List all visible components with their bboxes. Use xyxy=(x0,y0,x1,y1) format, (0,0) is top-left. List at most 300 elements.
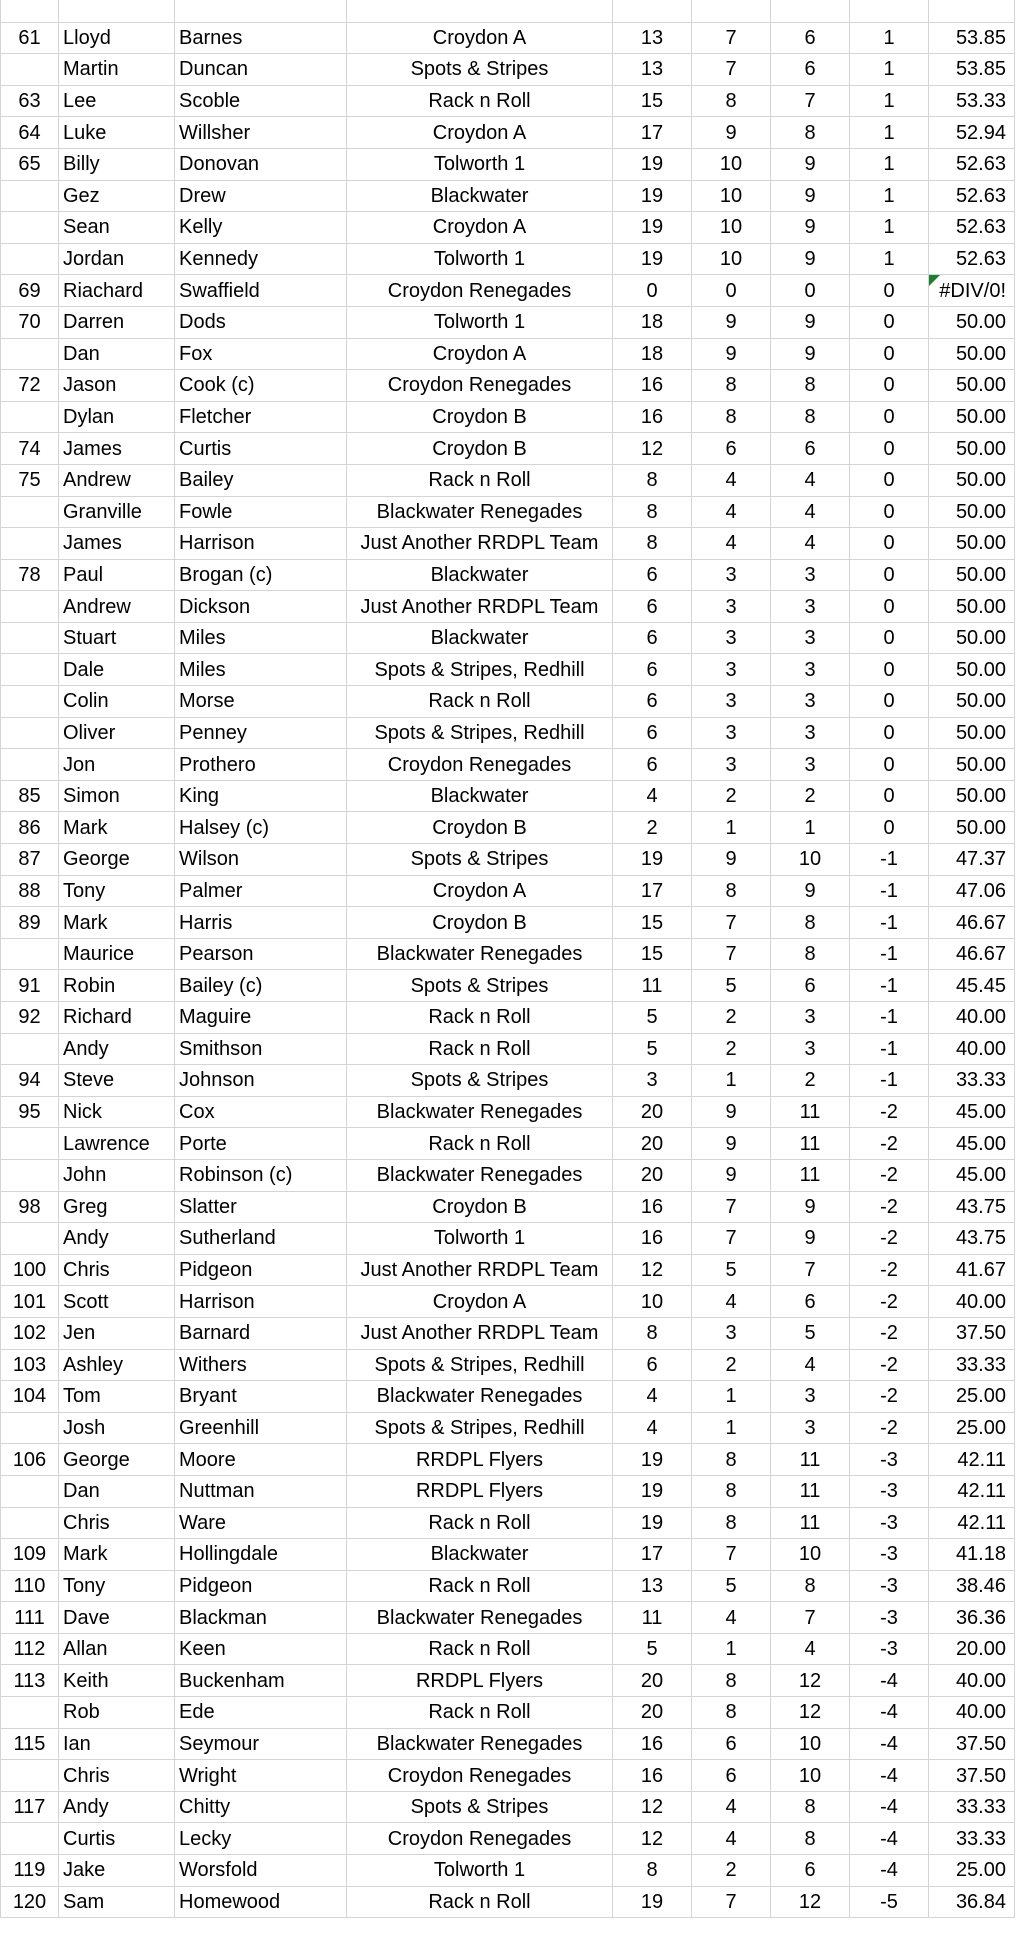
surname-cell[interactable]: Dods xyxy=(175,306,347,338)
surname-cell[interactable]: Pidgeon xyxy=(175,1570,347,1602)
surname-cell[interactable]: Drew xyxy=(175,180,347,212)
difference-cell[interactable]: -3 xyxy=(850,1539,929,1571)
first-name-cell[interactable]: Paul xyxy=(59,559,175,591)
first-name-cell[interactable]: Mark xyxy=(59,1539,175,1571)
first-name-cell[interactable]: Andy xyxy=(59,1791,175,1823)
team-cell[interactable]: Just Another RRDPL Team xyxy=(347,1317,613,1349)
lost-cell[interactable]: 8 xyxy=(771,1791,850,1823)
lost-cell[interactable]: 9 xyxy=(771,875,850,907)
won-cell[interactable]: 8 xyxy=(692,875,771,907)
surname-cell[interactable]: Harrison xyxy=(175,528,347,560)
team-cell[interactable]: Croydon B xyxy=(347,812,613,844)
lost-cell[interactable]: 4 xyxy=(771,464,850,496)
played-cell[interactable]: 20 xyxy=(613,1697,692,1729)
played-cell[interactable]: 6 xyxy=(613,686,692,718)
team-cell[interactable]: Croydon A xyxy=(347,338,613,370)
won-cell[interactable]: 8 xyxy=(692,1444,771,1476)
won-cell[interactable]: 1 xyxy=(692,1412,771,1444)
difference-cell[interactable]: -2 xyxy=(850,1223,929,1255)
win-percentage-cell[interactable]: 42.11 xyxy=(929,1507,1015,1539)
lost-cell[interactable]: 4 xyxy=(771,1633,850,1665)
won-cell[interactable]: 4 xyxy=(692,464,771,496)
rank-cell[interactable] xyxy=(1,1128,59,1160)
lost-cell[interactable]: 8 xyxy=(771,1570,850,1602)
rank-cell[interactable]: 112 xyxy=(1,1633,59,1665)
difference-cell[interactable]: -1 xyxy=(850,970,929,1002)
difference-cell[interactable]: 0 xyxy=(850,496,929,528)
surname-cell[interactable]: Swaffield xyxy=(175,275,347,307)
first-name-cell[interactable]: James xyxy=(59,528,175,560)
difference-cell[interactable]: -2 xyxy=(850,1254,929,1286)
lost-cell[interactable]: 8 xyxy=(771,370,850,402)
surname-cell[interactable]: Keen xyxy=(175,1633,347,1665)
difference-cell[interactable]: -4 xyxy=(850,1823,929,1855)
surname-cell[interactable]: Cox xyxy=(175,1096,347,1128)
surname-cell[interactable]: Cook (c) xyxy=(175,370,347,402)
rank-cell[interactable] xyxy=(1,654,59,686)
played-cell[interactable]: 0 xyxy=(613,275,692,307)
win-percentage-cell[interactable]: 52.63 xyxy=(929,243,1015,275)
first-name-cell[interactable]: Sam xyxy=(59,1886,175,1918)
difference-cell[interactable]: 1 xyxy=(850,212,929,244)
rank-cell[interactable]: 63 xyxy=(1,85,59,117)
won-cell[interactable]: 3 xyxy=(692,654,771,686)
difference-cell[interactable]: -2 xyxy=(850,1191,929,1223)
rank-cell[interactable]: 117 xyxy=(1,1791,59,1823)
won-cell[interactable]: 10 xyxy=(692,180,771,212)
team-cell[interactable]: Blackwater xyxy=(347,780,613,812)
won-cell[interactable]: 7 xyxy=(692,54,771,86)
played-cell[interactable]: 6 xyxy=(613,717,692,749)
team-cell[interactable]: Croydon A xyxy=(347,875,613,907)
difference-cell[interactable]: 0 xyxy=(850,401,929,433)
win-percentage-cell[interactable]: 36.36 xyxy=(929,1602,1015,1634)
played-cell[interactable]: 19 xyxy=(613,1444,692,1476)
rank-cell[interactable]: 89 xyxy=(1,907,59,939)
lost-cell[interactable]: 3 xyxy=(771,1381,850,1413)
win-percentage-cell[interactable]: 50.00 xyxy=(929,812,1015,844)
team-cell[interactable]: Spots & Stripes xyxy=(347,844,613,876)
first-name-cell[interactable]: Steve xyxy=(59,1065,175,1097)
lost-cell[interactable]: 12 xyxy=(771,1665,850,1697)
won-cell[interactable]: 2 xyxy=(692,1002,771,1034)
rank-cell[interactable] xyxy=(1,338,59,370)
win-percentage-cell[interactable]: 33.33 xyxy=(929,1065,1015,1097)
surname-cell[interactable]: Morse xyxy=(175,686,347,718)
team-cell[interactable]: Croydon A xyxy=(347,117,613,149)
first-name-cell[interactable]: Andy xyxy=(59,1223,175,1255)
difference-cell[interactable]: 1 xyxy=(850,54,929,86)
first-name-cell[interactable]: Chris xyxy=(59,1254,175,1286)
lost-cell[interactable]: 6 xyxy=(771,22,850,54)
played-cell[interactable]: 16 xyxy=(613,370,692,402)
win-percentage-cell[interactable]: 42.11 xyxy=(929,1475,1015,1507)
team-cell[interactable]: Spots & Stripes xyxy=(347,1791,613,1823)
cell[interactable] xyxy=(613,0,692,22)
lost-cell[interactable]: 6 xyxy=(771,54,850,86)
difference-cell[interactable]: -3 xyxy=(850,1602,929,1634)
win-percentage-cell[interactable]: 45.45 xyxy=(929,970,1015,1002)
team-cell[interactable]: Croydon A xyxy=(347,22,613,54)
surname-cell[interactable]: Moore xyxy=(175,1444,347,1476)
lost-cell[interactable]: 0 xyxy=(771,275,850,307)
surname-cell[interactable]: Miles xyxy=(175,622,347,654)
won-cell[interactable]: 8 xyxy=(692,1665,771,1697)
first-name-cell[interactable]: Stuart xyxy=(59,622,175,654)
won-cell[interactable]: 9 xyxy=(692,1096,771,1128)
first-name-cell[interactable]: Maurice xyxy=(59,938,175,970)
first-name-cell[interactable]: Richard xyxy=(59,1002,175,1034)
first-name-cell[interactable]: Riachard xyxy=(59,275,175,307)
played-cell[interactable]: 12 xyxy=(613,1823,692,1855)
played-cell[interactable]: 4 xyxy=(613,1381,692,1413)
team-cell[interactable]: Croydon B xyxy=(347,401,613,433)
won-cell[interactable]: 3 xyxy=(692,1317,771,1349)
won-cell[interactable]: 4 xyxy=(692,1823,771,1855)
win-percentage-cell[interactable]: 47.06 xyxy=(929,875,1015,907)
surname-cell[interactable]: Homewood xyxy=(175,1886,347,1918)
won-cell[interactable]: 5 xyxy=(692,1254,771,1286)
rank-cell[interactable]: 88 xyxy=(1,875,59,907)
lost-cell[interactable]: 7 xyxy=(771,85,850,117)
team-cell[interactable]: Croydon Renegades xyxy=(347,1823,613,1855)
rank-cell[interactable] xyxy=(1,622,59,654)
played-cell[interactable]: 15 xyxy=(613,938,692,970)
played-cell[interactable]: 11 xyxy=(613,1602,692,1634)
won-cell[interactable]: 6 xyxy=(692,1760,771,1792)
surname-cell[interactable]: Chitty xyxy=(175,1791,347,1823)
first-name-cell[interactable]: Mark xyxy=(59,907,175,939)
surname-cell[interactable]: Nuttman xyxy=(175,1475,347,1507)
rank-cell[interactable]: 78 xyxy=(1,559,59,591)
rank-cell[interactable] xyxy=(1,1760,59,1792)
surname-cell[interactable]: Seymour xyxy=(175,1728,347,1760)
first-name-cell[interactable]: Lee xyxy=(59,85,175,117)
rank-cell[interactable] xyxy=(1,1159,59,1191)
error-indicator-icon[interactable] xyxy=(929,275,940,286)
surname-cell[interactable]: Wright xyxy=(175,1760,347,1792)
rank-cell[interactable] xyxy=(1,686,59,718)
difference-cell[interactable]: 0 xyxy=(850,275,929,307)
won-cell[interactable]: 1 xyxy=(692,1065,771,1097)
lost-cell[interactable]: 9 xyxy=(771,338,850,370)
rank-cell[interactable]: 119 xyxy=(1,1855,59,1887)
rank-cell[interactable]: 110 xyxy=(1,1570,59,1602)
win-percentage-cell[interactable]: 53.33 xyxy=(929,85,1015,117)
rank-cell[interactable] xyxy=(1,401,59,433)
team-cell[interactable]: Blackwater xyxy=(347,622,613,654)
cell[interactable] xyxy=(771,0,850,22)
cell[interactable] xyxy=(175,0,347,22)
lost-cell[interactable]: 9 xyxy=(771,1191,850,1223)
first-name-cell[interactable]: Greg xyxy=(59,1191,175,1223)
rank-cell[interactable] xyxy=(1,1823,59,1855)
difference-cell[interactable]: 0 xyxy=(850,749,929,781)
surname-cell[interactable]: Withers xyxy=(175,1349,347,1381)
played-cell[interactable]: 20 xyxy=(613,1128,692,1160)
first-name-cell[interactable]: Mark xyxy=(59,812,175,844)
won-cell[interactable]: 3 xyxy=(692,591,771,623)
first-name-cell[interactable]: John xyxy=(59,1159,175,1191)
played-cell[interactable]: 6 xyxy=(613,1349,692,1381)
team-cell[interactable]: Rack n Roll xyxy=(347,1697,613,1729)
win-percentage-cell[interactable]: 52.94 xyxy=(929,117,1015,149)
surname-cell[interactable]: Curtis xyxy=(175,433,347,465)
lost-cell[interactable]: 10 xyxy=(771,1760,850,1792)
surname-cell[interactable]: Scoble xyxy=(175,85,347,117)
team-cell[interactable]: Tolworth 1 xyxy=(347,1855,613,1887)
won-cell[interactable]: 5 xyxy=(692,1570,771,1602)
played-cell[interactable]: 16 xyxy=(613,1728,692,1760)
played-cell[interactable]: 8 xyxy=(613,464,692,496)
lost-cell[interactable]: 7 xyxy=(771,1254,850,1286)
win-percentage-cell[interactable]: 38.46 xyxy=(929,1570,1015,1602)
win-percentage-cell[interactable]: 52.63 xyxy=(929,180,1015,212)
difference-cell[interactable]: -1 xyxy=(850,844,929,876)
difference-cell[interactable]: -3 xyxy=(850,1507,929,1539)
first-name-cell[interactable]: Chris xyxy=(59,1507,175,1539)
played-cell[interactable]: 6 xyxy=(613,622,692,654)
lost-cell[interactable]: 3 xyxy=(771,686,850,718)
rank-cell[interactable]: 86 xyxy=(1,812,59,844)
lost-cell[interactable]: 3 xyxy=(771,622,850,654)
team-cell[interactable]: RRDPL Flyers xyxy=(347,1444,613,1476)
won-cell[interactable]: 2 xyxy=(692,1349,771,1381)
lost-cell[interactable]: 3 xyxy=(771,1412,850,1444)
team-cell[interactable]: Croydon Renegades xyxy=(347,749,613,781)
win-percentage-cell[interactable]: 25.00 xyxy=(929,1855,1015,1887)
team-cell[interactable]: Spots & Stripes, Redhill xyxy=(347,1349,613,1381)
rank-cell[interactable] xyxy=(1,1412,59,1444)
won-cell[interactable]: 6 xyxy=(692,433,771,465)
first-name-cell[interactable]: Granville xyxy=(59,496,175,528)
played-cell[interactable]: 3 xyxy=(613,1065,692,1097)
first-name-cell[interactable]: Tom xyxy=(59,1381,175,1413)
surname-cell[interactable]: Penney xyxy=(175,717,347,749)
played-cell[interactable]: 8 xyxy=(613,496,692,528)
surname-cell[interactable]: Fowle xyxy=(175,496,347,528)
cell[interactable] xyxy=(929,0,1015,22)
surname-cell[interactable]: King xyxy=(175,780,347,812)
surname-cell[interactable]: Fletcher xyxy=(175,401,347,433)
win-percentage-cell[interactable]: 41.18 xyxy=(929,1539,1015,1571)
win-percentage-cell[interactable]: 53.85 xyxy=(929,54,1015,86)
surname-cell[interactable]: Donovan xyxy=(175,148,347,180)
surname-cell[interactable]: Fox xyxy=(175,338,347,370)
won-cell[interactable]: 7 xyxy=(692,907,771,939)
played-cell[interactable]: 2 xyxy=(613,812,692,844)
played-cell[interactable]: 10 xyxy=(613,1286,692,1318)
won-cell[interactable]: 6 xyxy=(692,1728,771,1760)
lost-cell[interactable]: 8 xyxy=(771,117,850,149)
lost-cell[interactable]: 9 xyxy=(771,243,850,275)
team-cell[interactable]: Tolworth 1 xyxy=(347,306,613,338)
win-percentage-cell[interactable]: 50.00 xyxy=(929,686,1015,718)
lost-cell[interactable]: 3 xyxy=(771,559,850,591)
won-cell[interactable]: 2 xyxy=(692,1855,771,1887)
lost-cell[interactable]: 5 xyxy=(771,1317,850,1349)
surname-cell[interactable]: Dickson xyxy=(175,591,347,623)
first-name-cell[interactable]: Nick xyxy=(59,1096,175,1128)
won-cell[interactable]: 7 xyxy=(692,938,771,970)
team-cell[interactable]: Just Another RRDPL Team xyxy=(347,528,613,560)
first-name-cell[interactable]: Jen xyxy=(59,1317,175,1349)
won-cell[interactable]: 7 xyxy=(692,1886,771,1918)
rank-cell[interactable]: 85 xyxy=(1,780,59,812)
difference-cell[interactable]: -4 xyxy=(850,1665,929,1697)
rank-cell[interactable] xyxy=(1,496,59,528)
difference-cell[interactable]: 0 xyxy=(850,622,929,654)
surname-cell[interactable]: Porte xyxy=(175,1128,347,1160)
win-percentage-cell[interactable]: 40.00 xyxy=(929,1033,1015,1065)
win-percentage-cell[interactable]: 50.00 xyxy=(929,433,1015,465)
surname-cell[interactable]: Wilson xyxy=(175,844,347,876)
difference-cell[interactable]: 1 xyxy=(850,148,929,180)
first-name-cell[interactable]: Lloyd xyxy=(59,22,175,54)
won-cell[interactable]: 2 xyxy=(692,1033,771,1065)
first-name-cell[interactable]: Dan xyxy=(59,1475,175,1507)
played-cell[interactable]: 6 xyxy=(613,654,692,686)
won-cell[interactable]: 9 xyxy=(692,844,771,876)
played-cell[interactable]: 19 xyxy=(613,1886,692,1918)
team-cell[interactable]: Spots & Stripes xyxy=(347,54,613,86)
difference-cell[interactable]: 0 xyxy=(850,686,929,718)
won-cell[interactable]: 9 xyxy=(692,338,771,370)
rank-cell[interactable] xyxy=(1,938,59,970)
team-cell[interactable]: Rack n Roll xyxy=(347,686,613,718)
played-cell[interactable]: 15 xyxy=(613,907,692,939)
won-cell[interactable]: 7 xyxy=(692,1191,771,1223)
lost-cell[interactable]: 9 xyxy=(771,148,850,180)
difference-cell[interactable]: 0 xyxy=(850,780,929,812)
rank-cell[interactable] xyxy=(1,1697,59,1729)
rank-cell[interactable]: 70 xyxy=(1,306,59,338)
team-cell[interactable]: Blackwater xyxy=(347,559,613,591)
won-cell[interactable]: 3 xyxy=(692,717,771,749)
played-cell[interactable]: 12 xyxy=(613,433,692,465)
surname-cell[interactable]: Worsfold xyxy=(175,1855,347,1887)
team-cell[interactable]: Spots & Stripes, Redhill xyxy=(347,717,613,749)
win-percentage-cell[interactable]: 50.00 xyxy=(929,591,1015,623)
won-cell[interactable]: 9 xyxy=(692,306,771,338)
cell[interactable] xyxy=(850,0,929,22)
difference-cell[interactable]: 1 xyxy=(850,85,929,117)
team-cell[interactable]: Tolworth 1 xyxy=(347,243,613,275)
played-cell[interactable]: 19 xyxy=(613,1507,692,1539)
rank-cell[interactable] xyxy=(1,528,59,560)
difference-cell[interactable]: -2 xyxy=(850,1286,929,1318)
surname-cell[interactable]: Sutherland xyxy=(175,1223,347,1255)
difference-cell[interactable]: -2 xyxy=(850,1381,929,1413)
won-cell[interactable]: 8 xyxy=(692,1507,771,1539)
difference-cell[interactable]: 0 xyxy=(850,528,929,560)
played-cell[interactable]: 19 xyxy=(613,844,692,876)
surname-cell[interactable]: Johnson xyxy=(175,1065,347,1097)
first-name-cell[interactable]: Josh xyxy=(59,1412,175,1444)
difference-cell[interactable]: -3 xyxy=(850,1444,929,1476)
cell[interactable] xyxy=(692,0,771,22)
played-cell[interactable]: 17 xyxy=(613,117,692,149)
lost-cell[interactable]: 6 xyxy=(771,433,850,465)
win-percentage-cell[interactable]: 36.84 xyxy=(929,1886,1015,1918)
won-cell[interactable]: 0 xyxy=(692,275,771,307)
won-cell[interactable]: 4 xyxy=(692,1602,771,1634)
first-name-cell[interactable]: Ian xyxy=(59,1728,175,1760)
team-cell[interactable]: Blackwater Renegades xyxy=(347,496,613,528)
difference-cell[interactable]: 0 xyxy=(850,370,929,402)
win-percentage-cell[interactable]: 46.67 xyxy=(929,938,1015,970)
surname-cell[interactable]: Smithson xyxy=(175,1033,347,1065)
team-cell[interactable]: Blackwater xyxy=(347,1539,613,1571)
lost-cell[interactable]: 3 xyxy=(771,1033,850,1065)
difference-cell[interactable]: -2 xyxy=(850,1412,929,1444)
first-name-cell[interactable]: Jason xyxy=(59,370,175,402)
first-name-cell[interactable]: Billy xyxy=(59,148,175,180)
played-cell[interactable]: 4 xyxy=(613,1412,692,1444)
team-cell[interactable]: Rack n Roll xyxy=(347,1002,613,1034)
first-name-cell[interactable]: Andy xyxy=(59,1033,175,1065)
rank-cell[interactable]: 113 xyxy=(1,1665,59,1697)
rank-cell[interactable] xyxy=(1,717,59,749)
difference-cell[interactable]: -2 xyxy=(850,1317,929,1349)
difference-cell[interactable]: -1 xyxy=(850,907,929,939)
first-name-cell[interactable]: Andrew xyxy=(59,591,175,623)
lost-cell[interactable]: 10 xyxy=(771,1728,850,1760)
first-name-cell[interactable]: Dan xyxy=(59,338,175,370)
won-cell[interactable]: 7 xyxy=(692,1223,771,1255)
win-percentage-cell[interactable]: 50.00 xyxy=(929,780,1015,812)
rank-cell[interactable]: 64 xyxy=(1,117,59,149)
team-cell[interactable]: Croydon B xyxy=(347,433,613,465)
difference-cell[interactable]: -4 xyxy=(850,1697,929,1729)
lost-cell[interactable]: 11 xyxy=(771,1444,850,1476)
team-cell[interactable]: Croydon A xyxy=(347,212,613,244)
difference-cell[interactable]: -2 xyxy=(850,1349,929,1381)
rank-cell[interactable]: 75 xyxy=(1,464,59,496)
surname-cell[interactable]: Barnard xyxy=(175,1317,347,1349)
win-percentage-cell[interactable]: 42.11 xyxy=(929,1444,1015,1476)
lost-cell[interactable]: 12 xyxy=(771,1886,850,1918)
difference-cell[interactable]: 0 xyxy=(850,717,929,749)
rank-cell[interactable]: 95 xyxy=(1,1096,59,1128)
surname-cell[interactable]: Bailey xyxy=(175,464,347,496)
team-cell[interactable]: Just Another RRDPL Team xyxy=(347,591,613,623)
team-cell[interactable]: Blackwater Renegades xyxy=(347,1159,613,1191)
surname-cell[interactable]: Brogan (c) xyxy=(175,559,347,591)
first-name-cell[interactable]: Chris xyxy=(59,1760,175,1792)
lost-cell[interactable]: 9 xyxy=(771,1223,850,1255)
first-name-cell[interactable]: Darren xyxy=(59,306,175,338)
difference-cell[interactable]: -1 xyxy=(850,938,929,970)
difference-cell[interactable]: -3 xyxy=(850,1633,929,1665)
cell[interactable] xyxy=(59,0,175,22)
win-percentage-cell[interactable]: 50.00 xyxy=(929,496,1015,528)
difference-cell[interactable]: -3 xyxy=(850,1570,929,1602)
win-percentage-cell[interactable]: 50.00 xyxy=(929,306,1015,338)
lost-cell[interactable]: 11 xyxy=(771,1507,850,1539)
won-cell[interactable]: 3 xyxy=(692,622,771,654)
first-name-cell[interactable]: Jake xyxy=(59,1855,175,1887)
lost-cell[interactable]: 3 xyxy=(771,749,850,781)
win-percentage-cell[interactable]: 50.00 xyxy=(929,401,1015,433)
difference-cell[interactable]: 0 xyxy=(850,812,929,844)
won-cell[interactable]: 9 xyxy=(692,117,771,149)
won-cell[interactable]: 8 xyxy=(692,401,771,433)
team-cell[interactable]: Croydon B xyxy=(347,1191,613,1223)
team-cell[interactable]: Spots & Stripes, Redhill xyxy=(347,1412,613,1444)
lost-cell[interactable]: 8 xyxy=(771,907,850,939)
team-cell[interactable]: RRDPL Flyers xyxy=(347,1665,613,1697)
